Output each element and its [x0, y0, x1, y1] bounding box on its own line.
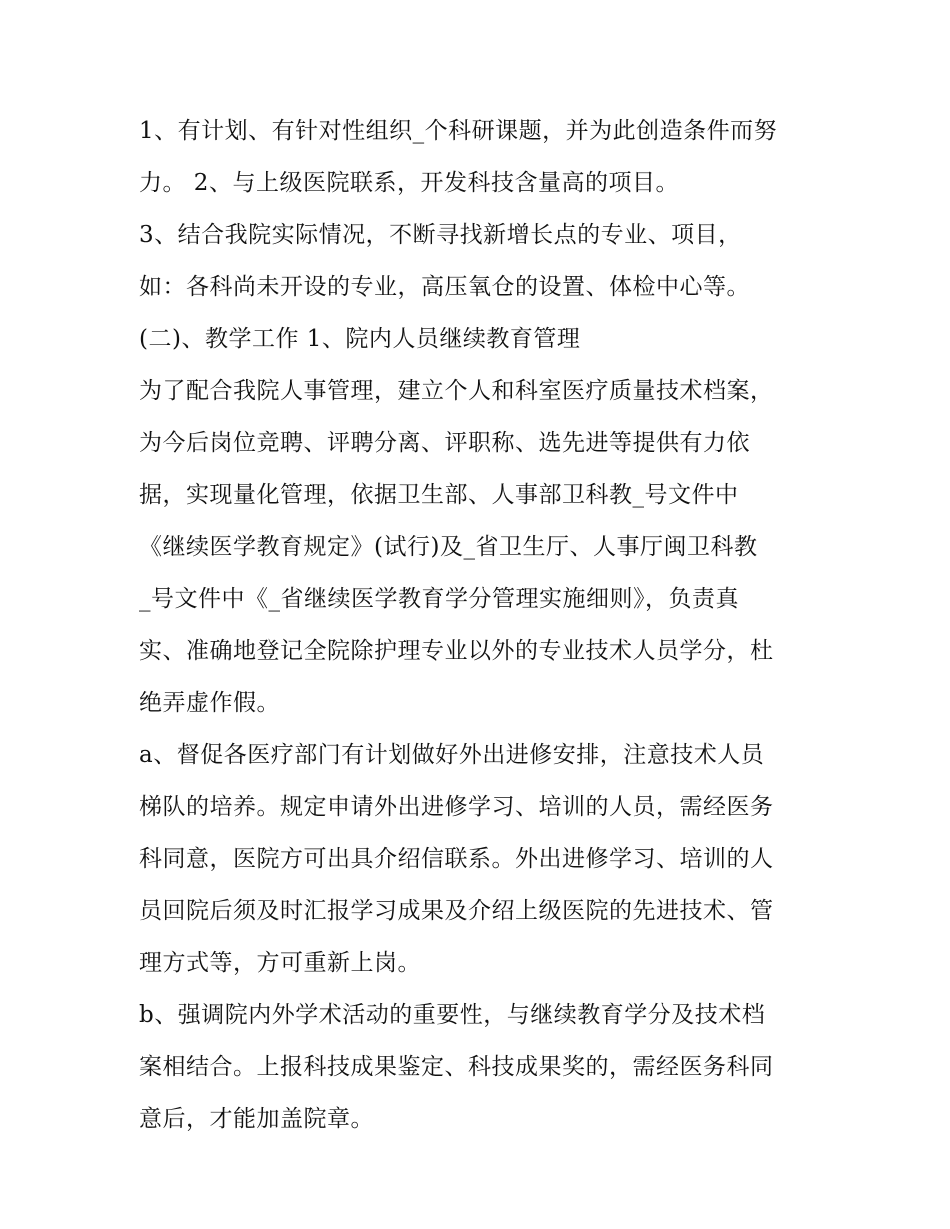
text-line: 为今后岗位竞聘、评聘分离、评职称、选先进等提供有力依 [139, 430, 750, 456]
document-body [139, 105, 819, 1145]
text-line: 员回院后须及时汇报学习成果及介绍上级医院的先进技术、管 [139, 898, 774, 924]
text-line: 3、结合我院实际情况，不断寻找新增长点的专业、项目， [139, 222, 742, 248]
text-line: a、督促各医疗部门有计划做好外出进修安排，注意技术人员 [139, 742, 765, 768]
section-heading-teaching [139, 313, 819, 365]
text-line: 《继续医学教育规定》(试行)及_省卫生厅、人事厅闽卫科教 [139, 534, 758, 560]
paragraph-continuing-education [139, 365, 819, 729]
text-line: 1、有计划、有针对性组织_个科研课题，并为此创造条件而努 [139, 118, 778, 144]
paragraph-research-plan [139, 105, 819, 209]
text-line: 据，实现量化管理，依据卫生部、人事部卫科教_号文件中 [139, 482, 739, 508]
text-line: 如：各科尚未开设的专业，高压氧仓的设置、体检中心等。 [139, 274, 750, 300]
text-line: 意后，才能加盖院章。 [139, 1106, 374, 1132]
text-line: 梯队的培养。规定申请外出进修学习、培训的人员，需经医务 [139, 794, 774, 820]
text-line: 力。 2、与上级医院联系，开发科技含量高的项目。 [139, 170, 679, 196]
text-line: 实、准确地登记全院除护理专业以外的专业技术人员学分，杜 [139, 638, 774, 664]
text-line: 案相结合。上报科技成果鉴定、科技成果奖的，需经医务科同 [139, 1054, 774, 1080]
paragraph-growth-points [139, 209, 819, 313]
paragraph-item-a [139, 729, 819, 989]
text-line: b、强调院内外学术活动的重要性，与继续教育学分及技术档 [139, 1002, 766, 1028]
text-line: _号文件中《_省继续医学教育学分管理实施细则》，负责真 [139, 586, 739, 612]
text-line: 理方式等，方可重新上岗。 [139, 950, 421, 976]
text-line: 绝弄虚作假。 [139, 690, 280, 716]
text-line: 科同意，医院方可出具介绍信联系。外出进修学习、培训的人 [139, 846, 774, 872]
paragraph-item-b [139, 989, 819, 1145]
text-line: 为了配合我院人事管理，建立个人和科室医疗质量技术档案， [139, 378, 774, 404]
section-heading: (二)、教学工作 1、院内人员继续教育管理 [139, 326, 581, 352]
